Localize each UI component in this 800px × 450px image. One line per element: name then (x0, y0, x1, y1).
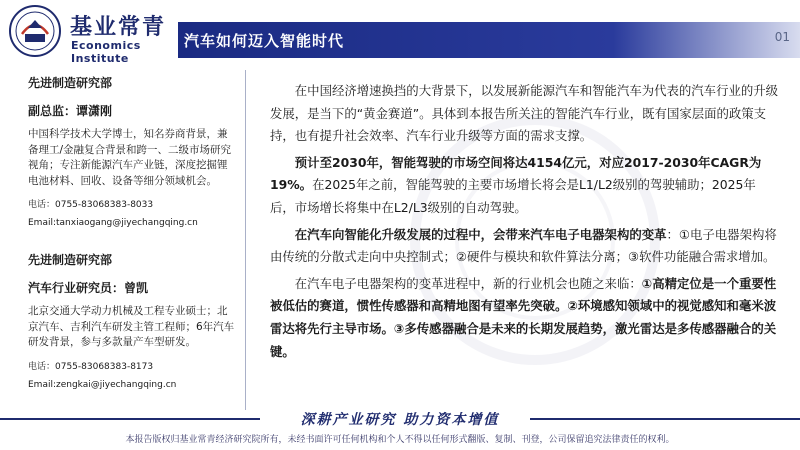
page-number: 01 (774, 30, 790, 44)
analyst-bio: 中国科学技术大学博士，知名券商背景，兼备理工/金融复合背景和跨一、二级市场研究视角；专注新能源汽车产业链，深度挖掘锂电池材料、回收、设备等细分领域机会。 (28, 128, 232, 187)
page-title: 汽车如何迈入智能时代 (184, 32, 345, 50)
brand-name-cn: 基业常青 (70, 14, 167, 40)
analyst-email[interactable]: Email:tanxiaogang@jiyechangqing.cn (28, 218, 198, 228)
paragraph-text: 在汽车电子电器架构的变革进程中，新的行业机会也随之来临： (294, 275, 642, 291)
analyst-column (28, 70, 246, 410)
footer-slogan: 深耕产业研究 助力资本增值 (270, 409, 530, 429)
paragraph-architecture (270, 224, 780, 269)
analyst-department: 先进制造研究部 (28, 253, 113, 267)
analyst-department: 先进制造研究部 (28, 76, 113, 90)
paragraph-text: 在中国经济增速换挡的大背景下，以发展新能源汽车和智能汽车为代表的汽车行业的升级发展，是当下的“黄金赛道”。具体到本报告所关注的智能汽车行业，既有国家层面的政策支持，也有提升社会效率、汽车行业升级等方面的需求支撑。 (270, 83, 779, 144)
paragraph-intro (270, 80, 780, 148)
analyst-phone: 电话：0755-83068383-8173 (28, 361, 154, 372)
logo (8, 4, 178, 65)
architecture-highlight: 在汽车向智能化升级发展的过程中，会带来汽车电子电器架构的变革 (294, 226, 667, 242)
analyst-email[interactable]: Email:zengkai@jiyechangqing.cn (28, 379, 177, 390)
brand-name-en: Economics Institute (71, 39, 141, 65)
title-bar (178, 22, 800, 58)
paragraph-opportunities (270, 273, 780, 363)
analyst-card (28, 251, 245, 391)
analyst-bio: 北京交通大学动力机械及工程专业硕士；北京汽车、吉利汽车研发主管工程师；6年汽车研发背景，参与多款量产车型研发。 (28, 305, 235, 348)
seal-logo-icon (8, 4, 62, 58)
paragraph-text: ：①电子电器架构将由传统的分散式走向中央控制式；②硬件与模块和软件算法分离；③软件功能融合需求增加。 (270, 226, 777, 265)
opportunities-highlight: ①高精定位是一个重要性被低估的赛道，惯性传感器和高精地图有望率先突破。②环境感知领域中的视觉感知和毫米波雷达将先行主导市场。③多传感器融合是未来的长期发展趋势，激光雷达是多传感器融合的关键。 (270, 275, 777, 359)
forecast-highlight: 预计至2030年，智能驾驶的市场空间将达4154亿元，对应2017-2030年CAGR为 19%。 (270, 154, 762, 193)
analyst-phone: 电话：0755-83068383-8033 (28, 200, 154, 210)
analyst-name: 副总监：谭潇刚 (28, 104, 113, 118)
analyst-card (28, 74, 245, 229)
header (0, 0, 800, 65)
footer-copyright: 本报告版权归基业常青经济研究院所有，未经书面许可任何机构和个人不得以任何形式翻版、复制、刊登，公司保留追究法律责任的权利。 (125, 435, 675, 445)
analyst-name: 汽车行业研究员：曾凯 (28, 281, 149, 295)
paragraph-forecast (270, 152, 780, 220)
paragraph-text: 在2025年之前，智能驾驶的主要市场增长将会是L1/L2级别的驾驶辅助；2025年后，市场增长将集中在L2/L3级别的自动驾驶。 (270, 177, 756, 215)
report-body (270, 80, 780, 367)
